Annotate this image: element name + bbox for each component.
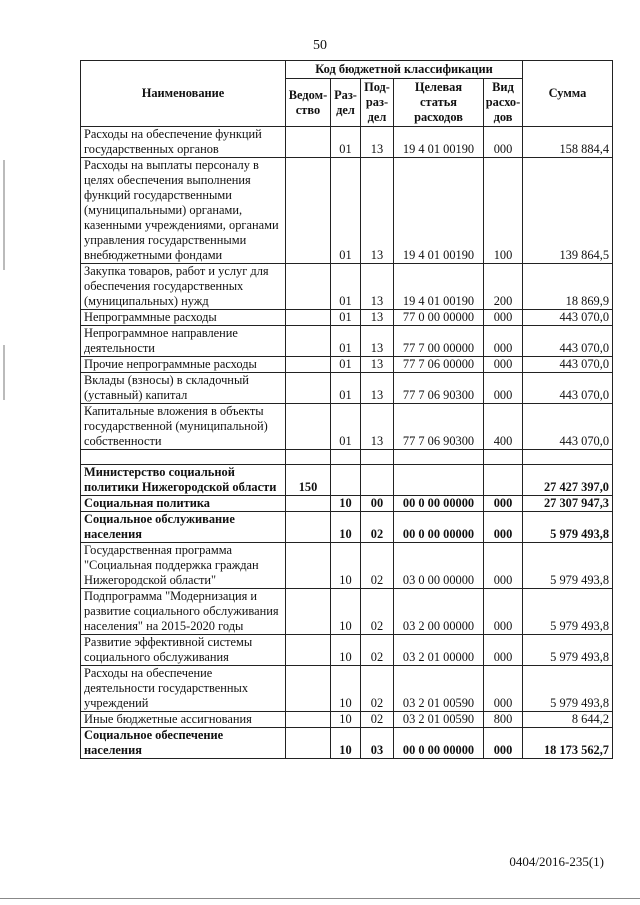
row-target-article: 03 2 00 00000: [394, 589, 484, 635]
row-podrazdel: 02: [361, 635, 394, 666]
row-expense-type: 000: [484, 127, 523, 158]
row-target-article: 00 0 00 00000: [394, 496, 484, 512]
row-expense-type: 100: [484, 158, 523, 264]
table-row: [81, 496, 613, 512]
header-podrazdel: Под-раз-дел: [361, 79, 394, 127]
row-name: Развитие эффективной системы социального обслуживания: [81, 635, 286, 666]
row-sum: 5 979 493,8: [523, 635, 613, 666]
row-podrazdel: 13: [361, 158, 394, 264]
row-vedomstvo: [286, 326, 331, 357]
row-sum: 158 884,4: [523, 127, 613, 158]
budget-table: [80, 60, 613, 759]
row-vedomstvo: [286, 712, 331, 728]
row-target-article: 03 2 01 00590: [394, 712, 484, 728]
row-razdel: 10: [331, 543, 361, 589]
row-razdel: 01: [331, 310, 361, 326]
row-razdel: 10: [331, 512, 361, 543]
row-sum: 5 979 493,8: [523, 512, 613, 543]
row-podrazdel: 13: [361, 127, 394, 158]
table-row: [81, 264, 613, 310]
row-expense-type: 000: [484, 635, 523, 666]
row-sum: 18 173 562,7: [523, 728, 613, 759]
header-target-article: Целевая статья расходов: [394, 79, 484, 127]
row-sum: 443 070,0: [523, 326, 613, 357]
row-razdel: 10: [331, 496, 361, 512]
table-row: [81, 543, 613, 589]
table-row: [81, 465, 613, 496]
header-name: Наименование: [81, 61, 286, 127]
row-name: Социальное обслуживание населения: [81, 512, 286, 543]
table-body: [81, 127, 613, 759]
row-name: Расходы на обеспечение деятельности государственных учреждений: [81, 666, 286, 712]
row-name: Расходы на обеспечение функций государственных органов: [81, 127, 286, 158]
row-expense-type: 000: [484, 666, 523, 712]
empty-cell: [394, 450, 484, 465]
row-expense-type: 000: [484, 326, 523, 357]
table-row: [81, 158, 613, 264]
table-row: [81, 589, 613, 635]
table-row: [81, 728, 613, 759]
table-row: [81, 712, 613, 728]
row-sum: 5 979 493,8: [523, 543, 613, 589]
row-target-article: 03 2 01 00000: [394, 635, 484, 666]
row-name: Закупка товаров, работ и услуг для обеспечения государственных (муниципальных) нужд: [81, 264, 286, 310]
row-sum: 139 864,5: [523, 158, 613, 264]
row-expense-type: 000: [484, 589, 523, 635]
header-classification-code: Код бюджетной классификации: [286, 61, 523, 79]
row-podrazdel: 13: [361, 373, 394, 404]
row-podrazdel: 02: [361, 666, 394, 712]
bottom-edge-line: [0, 898, 640, 899]
row-razdel: 01: [331, 264, 361, 310]
row-vedomstvo: [286, 728, 331, 759]
row-name: Подпрограмма "Модернизация и развитие социального обслуживания населения" на 2015-2020 годы: [81, 589, 286, 635]
row-expense-type: 400: [484, 404, 523, 450]
row-vedomstvo: [286, 512, 331, 543]
row-expense-type: 000: [484, 310, 523, 326]
row-podrazdel: 02: [361, 589, 394, 635]
row-razdel: [331, 465, 361, 496]
row-podrazdel: 03: [361, 728, 394, 759]
empty-cell: [361, 450, 394, 465]
row-target-article: 03 2 01 00590: [394, 666, 484, 712]
row-podrazdel: [361, 465, 394, 496]
row-name: Государственная программа "Социальная поддержка граждан Нижегородской области": [81, 543, 286, 589]
row-expense-type: 000: [484, 512, 523, 543]
row-sum: 18 869,9: [523, 264, 613, 310]
row-vedomstvo: [286, 496, 331, 512]
row-podrazdel: 13: [361, 357, 394, 373]
table-row: [81, 127, 613, 158]
row-razdel: 01: [331, 404, 361, 450]
row-podrazdel: 13: [361, 264, 394, 310]
row-expense-type: 200: [484, 264, 523, 310]
row-razdel: 01: [331, 357, 361, 373]
row-target-article: 77 7 06 00000: [394, 357, 484, 373]
row-razdel: 10: [331, 589, 361, 635]
table-row-blank: [81, 450, 613, 465]
row-podrazdel: 02: [361, 512, 394, 543]
table-row: [81, 404, 613, 450]
empty-cell: [523, 450, 613, 465]
row-vedomstvo: [286, 127, 331, 158]
row-razdel: 10: [331, 728, 361, 759]
row-expense-type: 000: [484, 543, 523, 589]
page-number: 50: [313, 38, 327, 53]
row-target-article: [394, 465, 484, 496]
row-vedomstvo: [286, 357, 331, 373]
header-vedomstvo: Ведом-ство: [286, 79, 331, 127]
row-expense-type: [484, 465, 523, 496]
row-target-article: 03 0 00 00000: [394, 543, 484, 589]
header-expense-type: Вид расхо-дов: [484, 79, 523, 127]
row-sum: 443 070,0: [523, 310, 613, 326]
row-razdel: 10: [331, 712, 361, 728]
table-row: [81, 310, 613, 326]
row-target-article: 00 0 00 00000: [394, 728, 484, 759]
empty-cell: [484, 450, 523, 465]
row-expense-type: 000: [484, 496, 523, 512]
row-name: Социальное обеспечение населения: [81, 728, 286, 759]
table-row: [81, 635, 613, 666]
table-row: [81, 373, 613, 404]
row-target-article: 77 7 00 00000: [394, 326, 484, 357]
row-name: Социальная политика: [81, 496, 286, 512]
row-vedomstvo: [286, 310, 331, 326]
row-name: Вклады (взносы) в складочный (уставный) капитал: [81, 373, 286, 404]
row-vedomstvo: [286, 589, 331, 635]
row-razdel: 01: [331, 127, 361, 158]
row-sum: 27 307 947,3: [523, 496, 613, 512]
row-target-article: 19 4 01 00190: [394, 264, 484, 310]
left-margin-mark: [3, 345, 5, 400]
row-razdel: 10: [331, 635, 361, 666]
left-margin-mark: [3, 160, 5, 270]
row-target-article: 00 0 00 00000: [394, 512, 484, 543]
row-razdel: 01: [331, 326, 361, 357]
row-target-article: 77 0 00 00000: [394, 310, 484, 326]
row-vedomstvo: [286, 666, 331, 712]
row-expense-type: 000: [484, 373, 523, 404]
row-sum: 443 070,0: [523, 357, 613, 373]
row-razdel: 01: [331, 158, 361, 264]
row-target-article: 19 4 01 00190: [394, 158, 484, 264]
header-razdel: Раз-дел: [331, 79, 361, 127]
row-vedomstvo: [286, 373, 331, 404]
table-row: [81, 357, 613, 373]
row-vedomstvo: [286, 404, 331, 450]
row-sum: 5 979 493,8: [523, 589, 613, 635]
row-sum: 8 644,2: [523, 712, 613, 728]
empty-cell: [286, 450, 331, 465]
table-row: [81, 326, 613, 357]
row-razdel: 10: [331, 666, 361, 712]
row-expense-type: 000: [484, 728, 523, 759]
row-sum: 443 070,0: [523, 373, 613, 404]
row-name: Капитальные вложения в объекты государственной (муниципальной) собственности: [81, 404, 286, 450]
row-vedomstvo: [286, 264, 331, 310]
row-name: Непрограммное направление деятельности: [81, 326, 286, 357]
row-sum: 5 979 493,8: [523, 666, 613, 712]
row-podrazdel: 13: [361, 404, 394, 450]
row-podrazdel: 13: [361, 310, 394, 326]
row-sum: 27 427 397,0: [523, 465, 613, 496]
row-vedomstvo: [286, 635, 331, 666]
row-name: Министерство социальной политики Нижегородской области: [81, 465, 286, 496]
row-expense-type: 800: [484, 712, 523, 728]
row-target-article: 19 4 01 00190: [394, 127, 484, 158]
row-name: Прочие непрограммные расходы: [81, 357, 286, 373]
row-name: Расходы на выплаты персоналу в целях обеспечения выполнения функций государственными (муниципальными) органами, казенными учреждениями, органами управления государственными внебюджетными фондами: [81, 158, 286, 264]
row-target-article: 77 7 06 90300: [394, 404, 484, 450]
empty-cell: [331, 450, 361, 465]
row-target-article: 77 7 06 90300: [394, 373, 484, 404]
document-code: 0404/2016-235(1): [509, 854, 604, 869]
row-vedomstvo: 150: [286, 465, 331, 496]
row-vedomstvo: [286, 543, 331, 589]
header-sum: Сумма: [523, 61, 613, 127]
row-razdel: 01: [331, 373, 361, 404]
row-expense-type: 000: [484, 357, 523, 373]
row-sum: 443 070,0: [523, 404, 613, 450]
row-podrazdel: 13: [361, 326, 394, 357]
row-podrazdel: 02: [361, 543, 394, 589]
row-vedomstvo: [286, 158, 331, 264]
row-name: Иные бюджетные ассигнования: [81, 712, 286, 728]
empty-cell: [81, 450, 286, 465]
table-row: [81, 666, 613, 712]
row-podrazdel: 02: [361, 712, 394, 728]
row-name: Непрограммные расходы: [81, 310, 286, 326]
table-row: [81, 512, 613, 543]
row-podrazdel: 00: [361, 496, 394, 512]
